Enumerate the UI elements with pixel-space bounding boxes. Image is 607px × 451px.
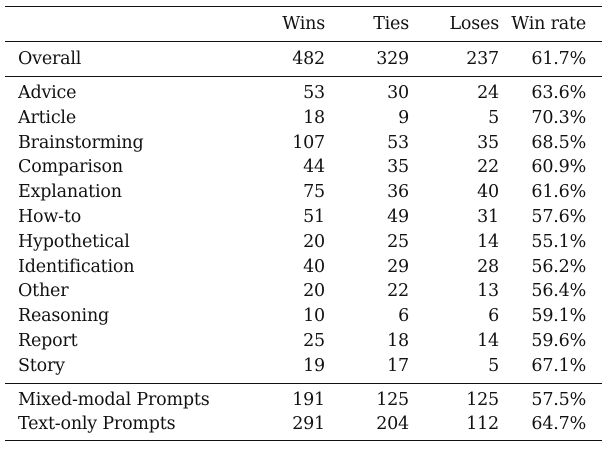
win-rate-value: 60.9% [531, 157, 586, 178]
loses-value: 24 [477, 83, 499, 103]
table-header [5, 7, 602, 42]
category-section [5, 77, 602, 384]
win-rate-value: 59.6% [531, 330, 586, 351]
ties-value: 36 [387, 182, 409, 203]
overall-section [5, 42, 602, 77]
wins-value: 53 [303, 83, 325, 103]
loses-value: 35 [477, 132, 499, 153]
ties-value: 53 [387, 132, 409, 153]
wins-value: 51 [303, 206, 325, 227]
ties-value: 49 [387, 206, 409, 227]
row-label: How-to [18, 206, 82, 227]
ties-value: 30 [387, 83, 409, 103]
wins-value: 107 [292, 132, 325, 153]
header-row [5, 7, 602, 42]
loses-value: 22 [477, 157, 499, 178]
wins-value: 25 [303, 330, 325, 351]
ties-value: 329 [376, 49, 409, 69]
header-wins: Wins [282, 14, 325, 34]
wins-value: 10 [303, 306, 325, 327]
wins-value: 20 [303, 231, 325, 252]
wins-value: 191 [292, 389, 325, 410]
category-row [5, 131, 602, 156]
category-row [5, 205, 602, 230]
category-row [5, 354, 602, 383]
wins-value: 19 [303, 355, 325, 376]
category-row [5, 180, 602, 205]
row-label: Article [18, 107, 76, 128]
win-rate-value: 56.4% [531, 281, 586, 302]
ties-value: 25 [387, 231, 409, 252]
ties-value: 9 [398, 107, 409, 128]
header-win-rate: Win rate [511, 14, 586, 34]
loses-value: 28 [477, 256, 499, 277]
prompt-type-row [5, 412, 602, 440]
loses-value: 5 [488, 107, 499, 128]
loses-value: 237 [466, 49, 499, 69]
row-label: Hypothetical [18, 231, 130, 252]
win-rate-value: 55.1% [531, 231, 586, 252]
wins-value: 20 [303, 281, 325, 302]
category-row [5, 77, 602, 106]
loses-value: 14 [477, 330, 499, 351]
wins-value: 44 [303, 157, 325, 178]
loses-value: 14 [477, 231, 499, 252]
category-row [5, 329, 602, 354]
row-label: Identification [18, 256, 135, 277]
header-ties: Ties [373, 14, 409, 34]
loses-value: 13 [477, 281, 499, 302]
category-row [5, 279, 602, 304]
prompt-type-row [5, 383, 602, 412]
loses-value: 40 [477, 182, 499, 203]
row-label: Advice [18, 83, 77, 103]
win-rate-table [5, 6, 602, 441]
prompt-type-section [5, 383, 602, 441]
row-label: Explanation [18, 182, 122, 203]
loses-value: 125 [466, 389, 499, 410]
win-rate-value: 57.5% [531, 389, 586, 410]
row-label: Report [18, 330, 78, 351]
category-row [5, 255, 602, 280]
category-row [5, 155, 602, 180]
row-label: Reasoning [18, 306, 110, 327]
header-loses: Loses [449, 14, 499, 34]
row-label: Comparison [18, 157, 123, 178]
header-label-cell [5, 7, 233, 42]
win-rate-value: 68.5% [531, 132, 586, 153]
win-rate-value: 56.2% [531, 256, 586, 277]
loses-value: 5 [488, 355, 499, 376]
win-rate-value: 59.1% [531, 306, 586, 327]
wins-value: 18 [303, 107, 325, 128]
row-label: Text-only Prompts [18, 414, 176, 435]
win-rate-value: 63.6% [531, 83, 586, 103]
ties-value: 125 [376, 389, 409, 410]
row-label: Overall [18, 49, 82, 69]
win-rate-value: 61.7% [531, 49, 586, 69]
results-table-container [5, 6, 602, 441]
win-rate-value: 67.1% [531, 355, 586, 376]
row-label: Mixed-modal Prompts [18, 389, 210, 410]
win-rate-value: 64.7% [531, 414, 586, 435]
ties-value: 204 [376, 414, 409, 435]
wins-value: 40 [303, 256, 325, 277]
ties-value: 18 [387, 330, 409, 351]
category-row [5, 304, 602, 329]
row-label: Other [18, 281, 69, 302]
row-label: Story [18, 355, 65, 376]
category-row [5, 106, 602, 131]
ties-value: 6 [398, 306, 409, 327]
win-rate-value: 57.6% [531, 206, 586, 227]
wins-value: 75 [303, 182, 325, 203]
overall-row [5, 42, 602, 77]
wins-value: 291 [292, 414, 325, 435]
category-row [5, 230, 602, 255]
wins-value: 482 [292, 49, 325, 69]
ties-value: 22 [387, 281, 409, 302]
loses-value: 112 [466, 414, 499, 435]
ties-value: 17 [387, 355, 409, 376]
ties-value: 35 [387, 157, 409, 178]
win-rate-value: 61.6% [531, 182, 586, 203]
row-label: Brainstorming [18, 132, 144, 153]
loses-value: 31 [477, 206, 499, 227]
win-rate-value: 70.3% [531, 107, 586, 128]
loses-value: 6 [488, 306, 499, 327]
ties-value: 29 [387, 256, 409, 277]
